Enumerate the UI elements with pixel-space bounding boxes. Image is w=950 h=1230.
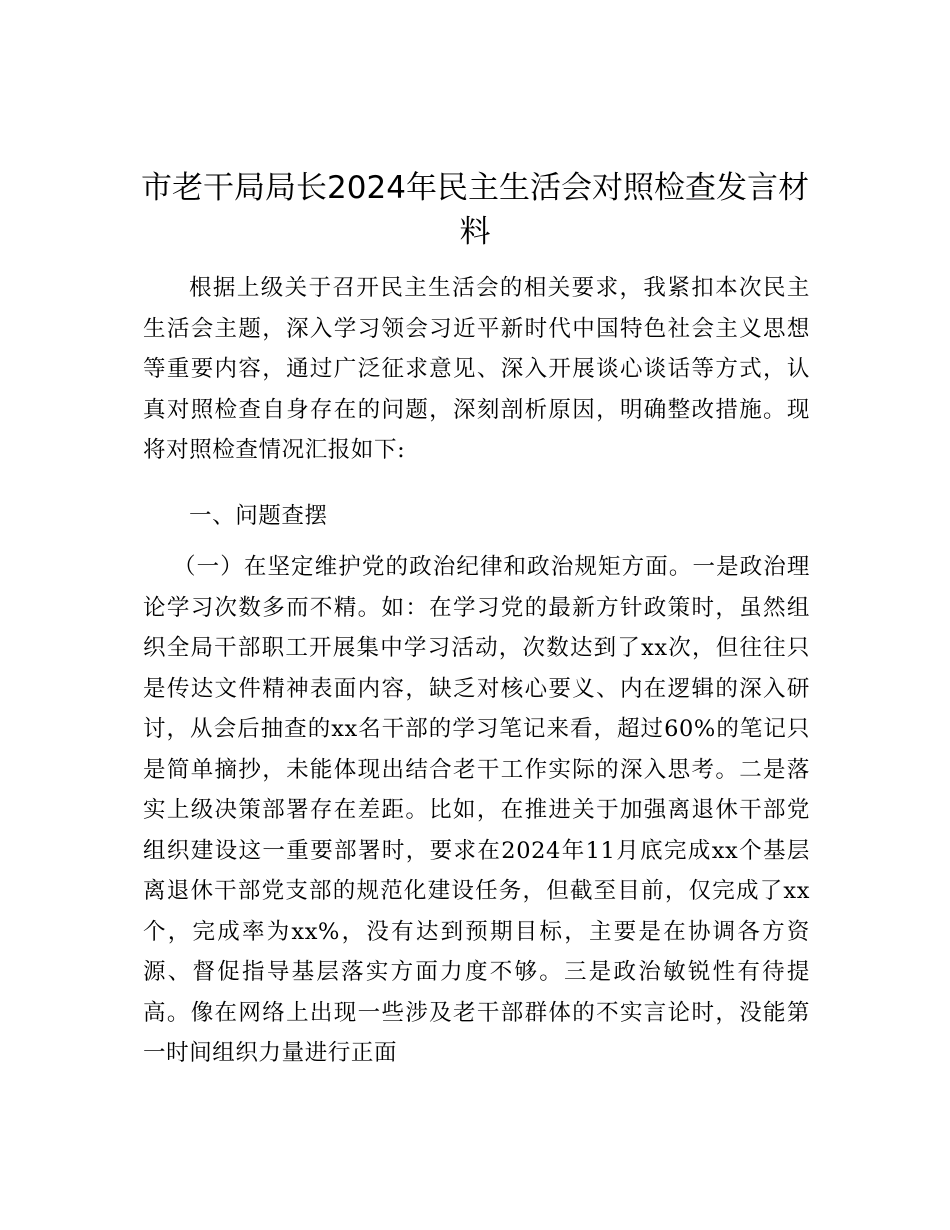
intro-paragraph: 根据上级关于召开民主生活会的相关要求，我紧扣本次民主生活会主题，深入学习领会习近平新时代中国特色社会主义思想等重要内容，通过广泛征求意见、深入开展谈心谈话等方式，认真对照检查自身存在的问题，深刻剖析原因，明确整改措施。现将对照检查情况汇报如下: (143, 275, 810, 463)
document-title: 市老干局局长2024年民主生活会对照检查发言材料 (141, 170, 809, 250)
subsection-paragraph: （一）在坚定维护党的政治纪律和政治规矩方面。一是政治理论学习次数多而不精。如：在学习党的最新方针政策时，虽然组织全局干部职工开展集中学习活动，次数达到了xx次，但往往只是传达文件精神表面内容，缺乏对核心要义、内在逻辑的深入研讨，从会后抽查的xx名干部的学习笔记来看，超过60%的笔记只是简单摘抄，未能体现出结合老干工作实际的深入思考。二是落实上级决策部署存在差距。比如，在推进关于加强离退休干部党组织建设这一重要部署时，要求在2024年11月底完成xx个基层离退休干部党支部的规范化建设任务，但截至目前，仅完成了xx个，完成率为xx%，没有达到预期目标，主要是在协调各方资源、督促指导基层落实方面力度不够。三是政治敏锐性有待提高。像在网络上出现一些涉及老干部群体的不实言论时，没能第一时间组织力量进行正面 (143, 554, 810, 1066)
section-heading: 一、问题查摆 (189, 503, 328, 529)
